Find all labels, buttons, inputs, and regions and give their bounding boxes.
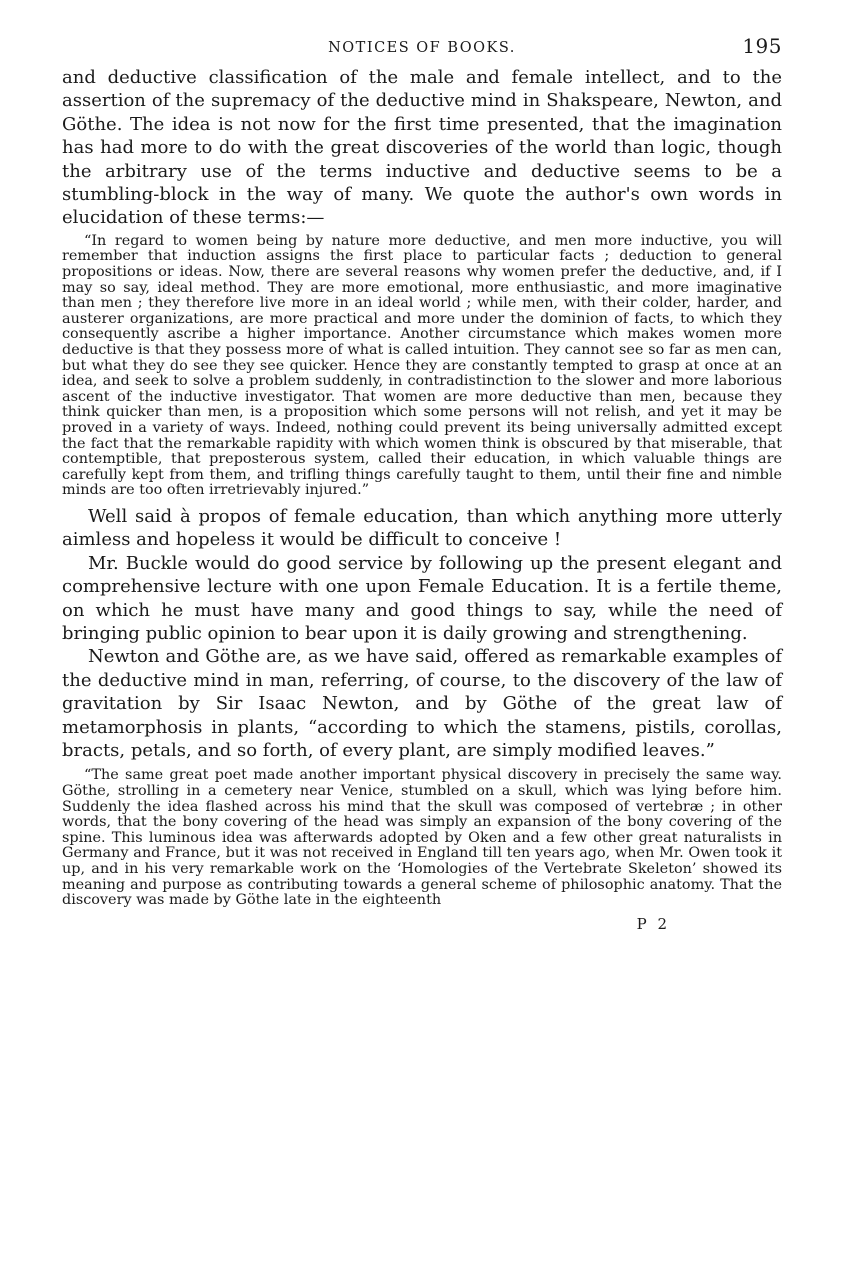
block-quote-1: “In regard to women being by nature more deductive, and men more inductive, you will remember that induction assigns the first place to particular facts ; deduction to general propositions or ideas. Now, there are several reasons why women prefer the deductive, and, if I may so say, ideal method. They are more emotional, more enthusiastic, and more imaginative than men ; they therefore live more in an ideal world ; while men, with their colder, harder, and austerer organizations, are more practical and more under the dominion of facts, to which they consequently ascribe a higher importance. Another circumstance which makes women more deductive is that they possess more of what is called intuition. They cannot see so far as men can, but what they do see they see quicker. Hence they are constantly tempted to grasp at once at an idea, and seek to solve a problem suddenly, in contradistinction to the slower and more laborious ascent of the inductive investigator. That women are more deductive than men, because they think quicker than men, is a proposition which some persons will not relish, and yet it may be proved in a variety of ways. Indeed, nothing could prevent its being universally admitted except the fact that the remarkable rapidity with which women think is obscured by that miserable, that contemptible, that preposterous system, called their education, in which valuable things are carefully kept from them, and trifling things carefully taught to them, until their fine and nimble minds are too often irretrievably injured.” — [62, 232, 782, 499]
paragraph-4: Newton and Göthe are, as we have said, offered as remarkable examples of the deductive mind in man, referring, of course, to the discovery of the law of gravitation by Sir Isaac Newton, and by Göthe of the great law of metamorphosis in plants, “according to which the stamens, pistils, corollas, bracts, petals, and so forth, of every plant, are simply modified leaves.” — [62, 646, 782, 761]
block-quote-2: “The same great poet made another important physical discovery in precisely the same way. Göthe, strolling in a cemetery near Venice, stumbled on a skull, which was lying before him. Suddenly the idea flashed across his mind that the skull was composed of vertebræ ; in other words, that the bony covering of the head was simply an expansion of the bony covering of the spine. This luminous idea was afterwards adopted by Oken and a few other great naturalists in Germany and France, but it was not received in England till ten years ago, when Mr. Owen took it up, and in his very remarkable work on the ‘Homologies of the Vertebrate Skeleton’ showed its meaning and purpose as contributing towards a general scheme of philosophic anatomy. That the discovery was made by Göthe late in the eighteenth — [62, 767, 782, 909]
paragraph-1: and deductive classification of the male and female intellect, and to the assertion of the supremacy of the deductive mind in Shakspeare, Newton, and Göthe. The idea is not now for the first time presented, that the imagination has had more to do with the great discoveries of the world than logic, though the arbitrary use of the terms inductive and deductive seems to be a stumbling-block in the way of many. We quote the author's own words in elucidation of these terms:— — [62, 67, 782, 229]
paragraph-2: Well said à propos of female education, than which anything more utterly aimless and hopeless it would be difficult to conceive ! — [62, 505, 782, 551]
signature-mark: P 2 — [636, 914, 670, 933]
document-page — [62, 32, 782, 933]
running-head: NOTICES OF BOOKS. — [328, 40, 516, 56]
paragraph-3: Mr. Buckle would do good service by following up the present elegant and comprehensive lecture with one upon Female Education. It is a fertile theme, on which he must have many and good things to say, while the need of bringing public opinion to bear upon it is daily growing and strengthening. — [62, 552, 782, 644]
page-number: 195 — [742, 34, 782, 58]
page-header — [62, 32, 782, 66]
